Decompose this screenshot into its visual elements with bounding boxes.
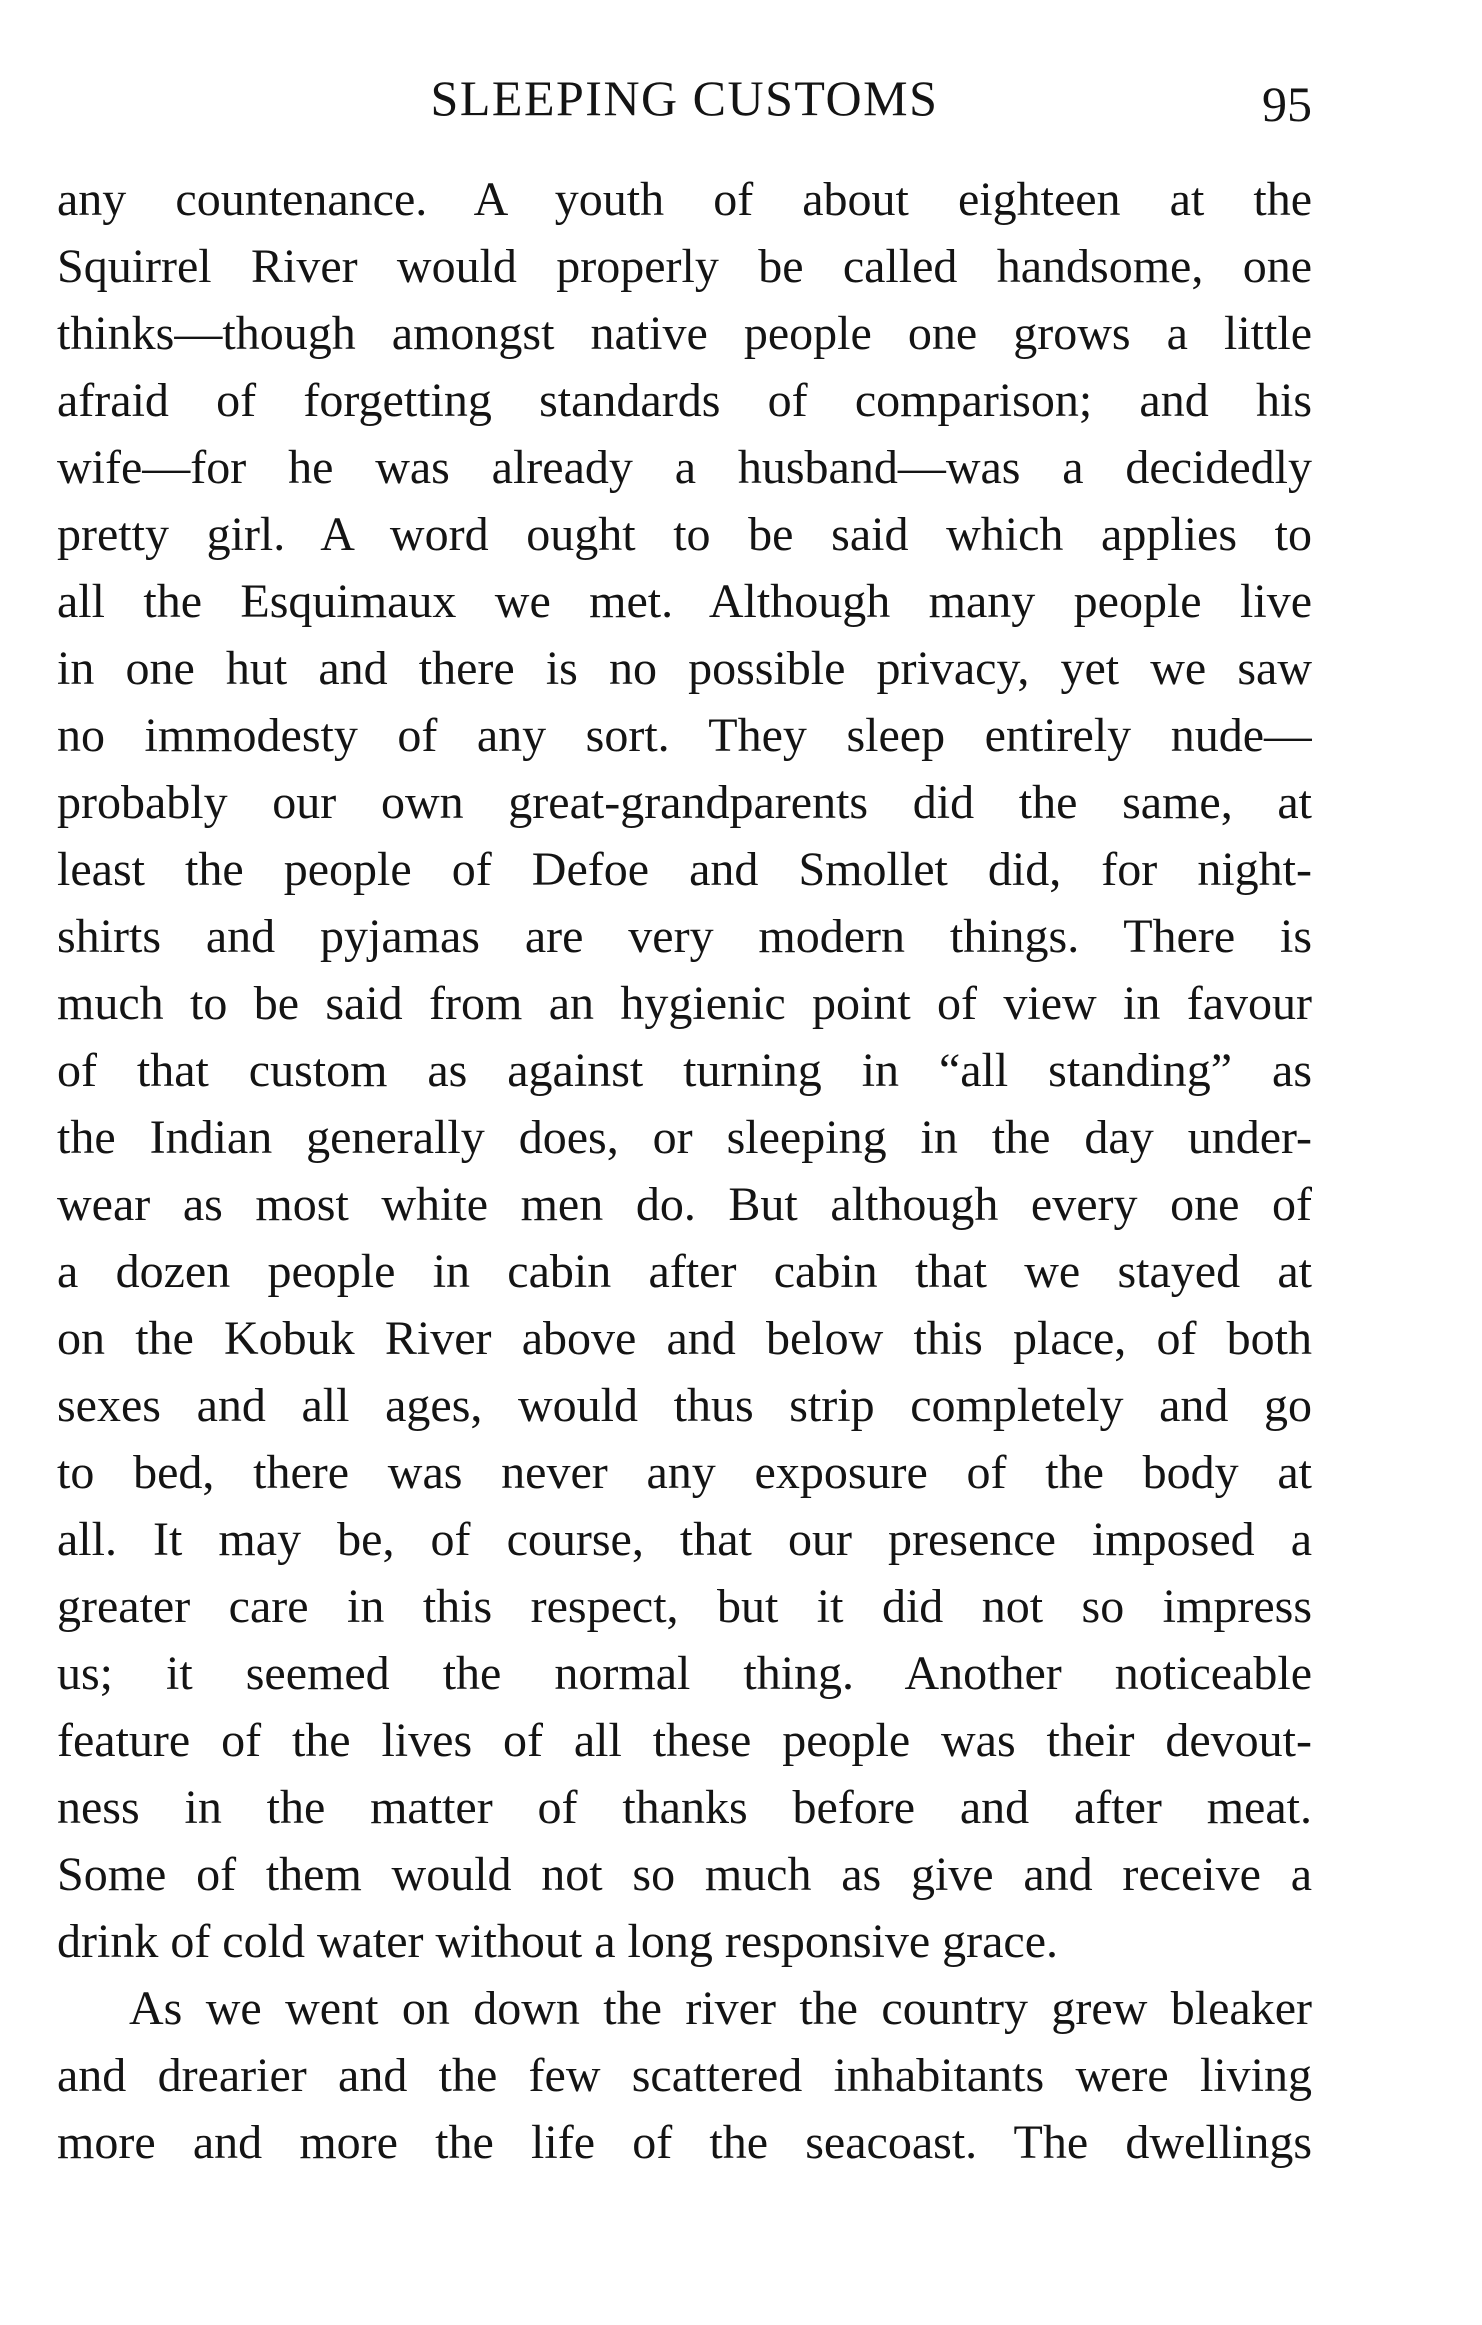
text-line: on the Kobuk River above and below this place, of both bbox=[57, 1312, 1312, 1365]
text-line: feature of the lives of all these people was their devout- bbox=[57, 1714, 1312, 1767]
text-line: pretty girl. A word ought to be said which applies to bbox=[57, 508, 1312, 561]
running-head bbox=[57, 62, 1312, 132]
text-line: all. It may be, of course, that our presence imposed a bbox=[57, 1513, 1312, 1566]
text-line: sexes and all ages, would thus strip completely and go bbox=[57, 1379, 1312, 1432]
text-line: any countenance. A youth of about eighteen at the bbox=[57, 173, 1312, 226]
page-number: 95 bbox=[1262, 76, 1312, 132]
text-line: Squirrel River would properly be called handsome, one bbox=[57, 240, 1312, 293]
text-line: a dozen people in cabin after cabin that we stayed at bbox=[57, 1245, 1312, 1298]
text-line: ness in the matter of thanks before and after meat. bbox=[57, 1781, 1312, 1834]
text-line: probably our own great-grandparents did the same, at bbox=[57, 776, 1312, 829]
text-line: shirts and pyjamas are very modern things. There is bbox=[57, 910, 1312, 963]
text-line: the Indian generally does, or sleeping in the day under- bbox=[57, 1111, 1312, 1164]
text-line: much to be said from an hygienic point of view in favour bbox=[57, 977, 1312, 1030]
text-line: greater care in this respect, but it did not so impress bbox=[57, 1580, 1312, 1633]
text-line: and drearier and the few scattered inhabitants were living bbox=[57, 2049, 1312, 2102]
paragraph bbox=[57, 166, 1312, 1975]
text-line: of that custom as against turning in “all standing” as bbox=[57, 1044, 1312, 1097]
text-line: all the Esquimaux we met. Although many people live bbox=[57, 575, 1312, 628]
text-line: afraid of forgetting standards of comparison; and his bbox=[57, 374, 1312, 427]
text-line: drink of cold water without a long responsive grace. bbox=[57, 1915, 1059, 1968]
paragraph bbox=[57, 1975, 1312, 2176]
text-line: us; it seemed the normal thing. Another noticeable bbox=[57, 1647, 1312, 1700]
text-line: least the people of Defoe and Smollet did, for night- bbox=[57, 843, 1312, 896]
text-line: wear as most white men do. But although every one of bbox=[57, 1178, 1312, 1231]
text-line: no immodesty of any sort. They sleep entirely nude— bbox=[57, 709, 1312, 762]
text-line: thinks—though amongst native people one grows a little bbox=[57, 307, 1312, 360]
text-line: in one hut and there is no possible privacy, yet we saw bbox=[57, 642, 1312, 695]
body-text bbox=[57, 166, 1312, 2176]
text-line: As we went on down the river the country grew bleaker bbox=[129, 1982, 1312, 2035]
text-line: to bed, there was never any exposure of the body at bbox=[57, 1446, 1312, 1499]
text-line: more and more the life of the seacoast. The dwellings bbox=[57, 2116, 1312, 2169]
running-title: SLEEPING CUSTOMS bbox=[430, 70, 939, 126]
text-line: wife—for he was already a husband—was a decidedly bbox=[57, 441, 1312, 494]
text-line: Some of them would not so much as give and receive a bbox=[57, 1848, 1312, 1901]
